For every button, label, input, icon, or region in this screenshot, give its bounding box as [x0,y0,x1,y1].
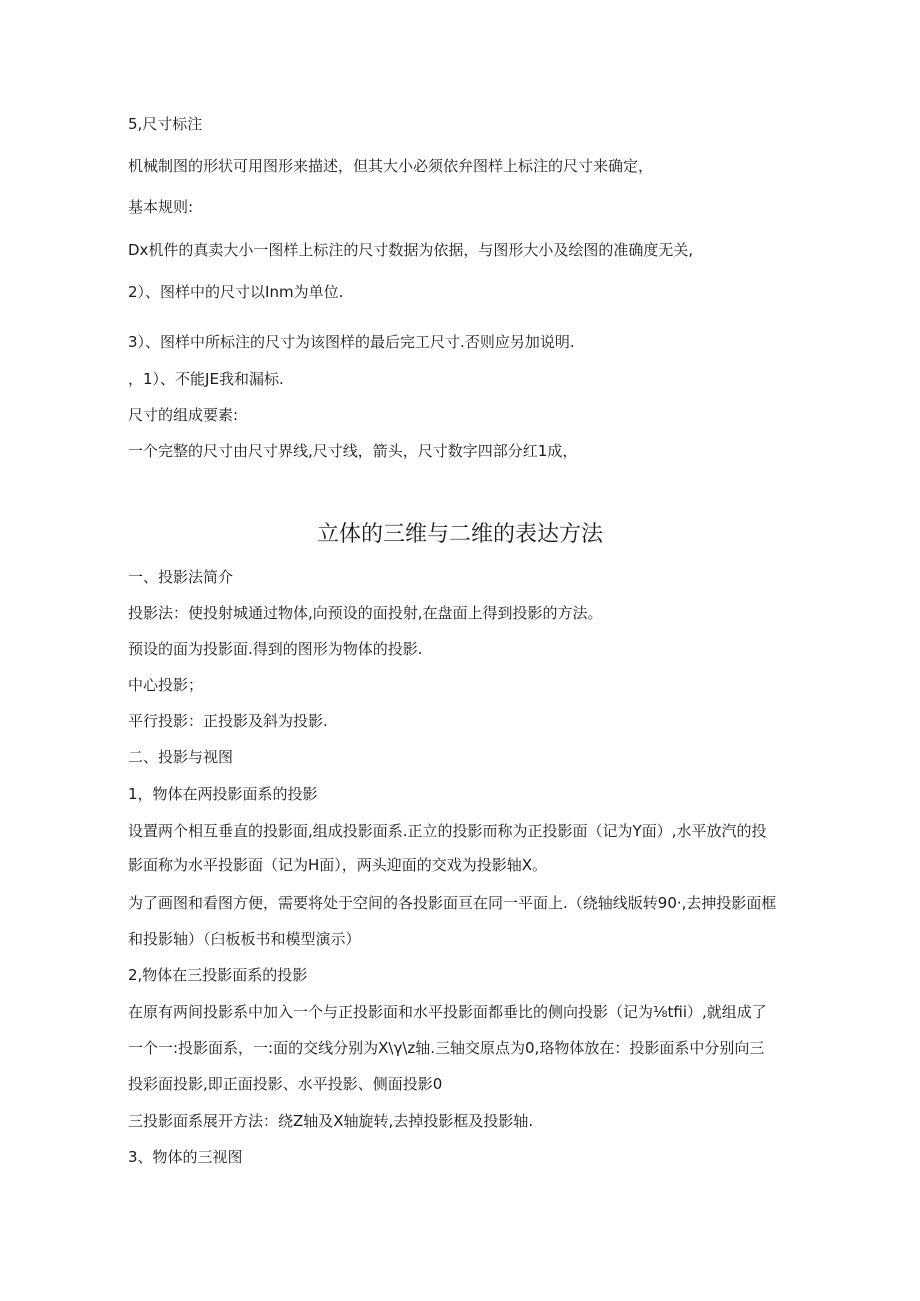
paragraph-three-planes-line1: 在原有两间投影系中加入一个与正投影面和水平投影面都垂比的侧向投影（记为⅛tfii）,就组成了 [128,1003,767,1021]
elements-text: 一个完整的尺寸由尺寸界线,尺寸线，箭头，尺寸数字四部分红1成， [128,442,578,460]
paragraph-three-planes-line2: 一个一:投影面系，一:面的交线分别为X\γ\z轴.三轴交原点为0,珞物体放在：投影面系中分别向三 [128,1039,765,1057]
section-heading-dimensioning: 5,尺寸标注 [128,115,203,133]
section-title: 立体的三维与二维的表达方法 [316,522,603,547]
rule-3: 3）、图样中所标注的尺寸为该图样的最后完工尺寸.否则应另加说明. [128,333,575,351]
paragraph-two-planes-line1: 设置两个相互垂直的投影面,组成投影面系.正立的投影而称为正投影面（记为Y面）,水平放汽的投 [128,822,767,840]
paragraph-intro: 机械制图的形状可用图形来描述，但其大小必须依弁图样上标注的尺寸来确定， [128,157,654,175]
paragraph-central-projection: 中心投影； [128,676,204,694]
paragraph-projection-method: 投影法：使投射城通过物体,向预设的面投射,在盘面上得到投影的方法。 [128,604,603,622]
rule-4: ，1）、不能JE我和漏标. [128,370,284,388]
heading-three-plane-projection: 2,物体在三投影面系的投影 [128,966,308,984]
heading-two-plane-projection: 1，物体在两投影面系的投影 [128,785,318,803]
heading-projection-and-view: 二、投影与视图 [128,748,234,766]
paragraph-parallel-projection: 平行投影：正投影及斜为投影. [128,712,328,730]
rule-2: 2）、图样中的尺寸以Inm为单位. [128,283,344,301]
paragraph-unfold-line1: 为了画图和看图方便，需要将处于空间的各投影面亘在同一平面上.（绕轴线版转90·,去抻投影面框 [128,894,777,912]
rules-label: 基本规则: [128,198,194,216]
paragraph-unfold-line2: 和投影轴）（臼板板书和模型演示） [128,930,361,948]
rule-1: Dx机件的真卖大小一图样上标注的尺寸数据为依据，与图形大小及绘图的准确度无关, [128,241,694,259]
paragraph-two-planes-line2: 影面称为水平投影面（记为H面），两头迎面的交戏为投影轴X。 [128,856,548,874]
elements-label: 尺寸的组成要素: [128,406,239,424]
paragraph-projection-intro: 一、投影法简介 [128,568,234,586]
paragraph-three-planes-line3: 投彩面投影,即正面投影、水平投影、侧面投影0 [128,1075,443,1093]
paragraph-projection-plane: 预设的面为投影面.得到的图形为物体的投影. [128,640,423,658]
paragraph-unfold-method: 三投影面系展开方法：绕Z轴及X轴旋转,去掉投影框及投影轴. [128,1112,534,1130]
heading-three-views: 3、物体的三视图 [128,1148,243,1166]
